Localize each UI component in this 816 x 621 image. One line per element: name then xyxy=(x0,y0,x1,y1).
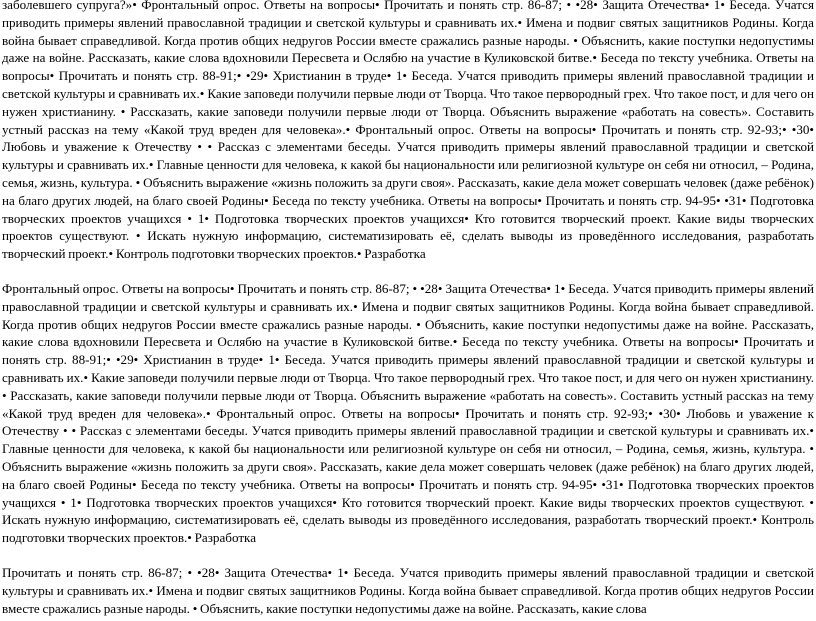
paragraph-2: Фронтальный опрос. Ответы на вопросы• Прочитать и понять стр. 86-87; • •28• Защита Отечества• 1• Беседа. Учатся приводить примеры явлений православной традиции и светской культуры и сравнивать их.• Имена и подвиг святых защитников Родины. Когда война бывает справедливой. Когда против общих недругов России вместе сражались разные народы. • Объяснить, какие поступки недопустимы даже на войне. Рассказать, какие слова вдохновили Пересвета и Ослябю на участие в Куликовской битве.• Беседа по тексту учебника. Ответы на вопросы• Прочитать и понять стр. 88-91;• •29• Христианин в труде• 1• Беседа. Учатся приводить примеры явлений православной традиции и светской культуры и сравнивать их.• Какие заповеди получили первые люди от Творца. Что такое первородный грех. Что такое пост, и для чего он нужен христианину. • Рассказать, какие заповеди получили первые люди от Творца. Объяснить выражение «работать на совесть». Составить устный рассказ на тему «Какой труд вреден для человека».• Фронтальный опрос. Ответы на вопросы• Прочитать и понять стр. 92-93;• •30• Любовь и уважение к Отечеству • • Рассказ с элементами беседы. Учатся приводить примеры явлений православной традиции и светской культуры и сравнивать их.• Главные ценности для человека, к какой бы национальности или религиозной культуре он себя ни относил, – Родина, семья, жизнь, культура. • Объяснить выражение «жизнь положить за други своя». Рассказать, какие дела может совершать человек (даже ребёнок) на благо других людей, на благо своей Родины• Беседа по тексту учебника. Ответы на вопросы• Прочитать и понять стр. 94-95• •31• Подготовка творческих проектов учащихся • 1• Подготовка творческих проектов учащихся• Кто готовится творческий проект. Какие виды творческих проектов существуют. • Искать нужную информацию, систематизировать её, сделать выводы из проведённого исследования, разработать творческий проект.• Контроль подготовки творческих проектов.• Разработка xyxy=(2,280,814,546)
paragraph-1: заболевшего супруга?»• Фронтальный опрос. Ответы на вопросы• Прочитать и понять стр. 86-87; • •28• Защита Отечества• 1• Беседа. Учатся приводить примеры явлений православной традиции и светской культуры и сравнивать их.• Имена и подвиг святых защитников Родины. Когда война бывает справедливой. Когда против общих недругов России вместе сражались разные народы. • Объяснить, какие поступки недопустимы даже на войне. Рассказать, какие слова вдохновили Пересвета и Ослябю на участие в Куликовской битве.• Беседа по тексту учебника. Ответы на вопросы• Прочитать и понять стр. 88-91;• •29• Христианин в труде• 1• Беседа. Учатся приводить примеры явлений православной традиции и светской культуры и сравнивать их.• Какие заповеди получили первые люди от Творца. Что такое первородный грех. Что такое пост, и для чего он нужен христианину. • Рассказать, какие заповеди получили первые люди от Творца. Объяснить выражение «работать на совесть». Составить устный рассказ на тему «Какой труд вреден для человека».• Фронтальный опрос. Ответы на вопросы• Прочитать и понять стр. 92-93;• •30• Любовь и уважение к Отечеству • • Рассказ с элементами беседы. Учатся приводить примеры явлений православной традиции и светской культуры и сравнивать их.• Главные ценности для человека, к какой бы национальности или религиозной культуре он себя ни относил, – Родина, семья, жизнь, культура. • Объяснить выражение «жизнь положить за други своя». Рассказать, какие дела может совершать человек (даже ребёнок) на благо других людей, на благо своей Родины• Беседа по тексту учебника. Ответы на вопросы• Прочитать и понять стр. 94-95• •31• Подготовка творческих проектов учащихся • 1• Подготовка творческих проектов учащихся• Кто готовится творческий проект. Какие виды творческих проектов существуют. • Искать нужную информацию, систематизировать её, сделать выводы из проведённого исследования, разработать творческий проект.• Контроль подготовки творческих проектов.• Разработка xyxy=(2,0,814,262)
paragraph-3: Прочитать и понять стр. 86-87; • •28• Защита Отечества• 1• Беседа. Учатся приводить примеры явлений православной традиции и светской культуры и сравнивать их.• Имена и подвиг святых защитников Родины. Когда война бывает справедливой. Когда против общих недругов России вместе сражались разные народы. • Объяснить, какие поступки недопустимы даже на войне. Рассказать, какие слова xyxy=(2,564,814,616)
